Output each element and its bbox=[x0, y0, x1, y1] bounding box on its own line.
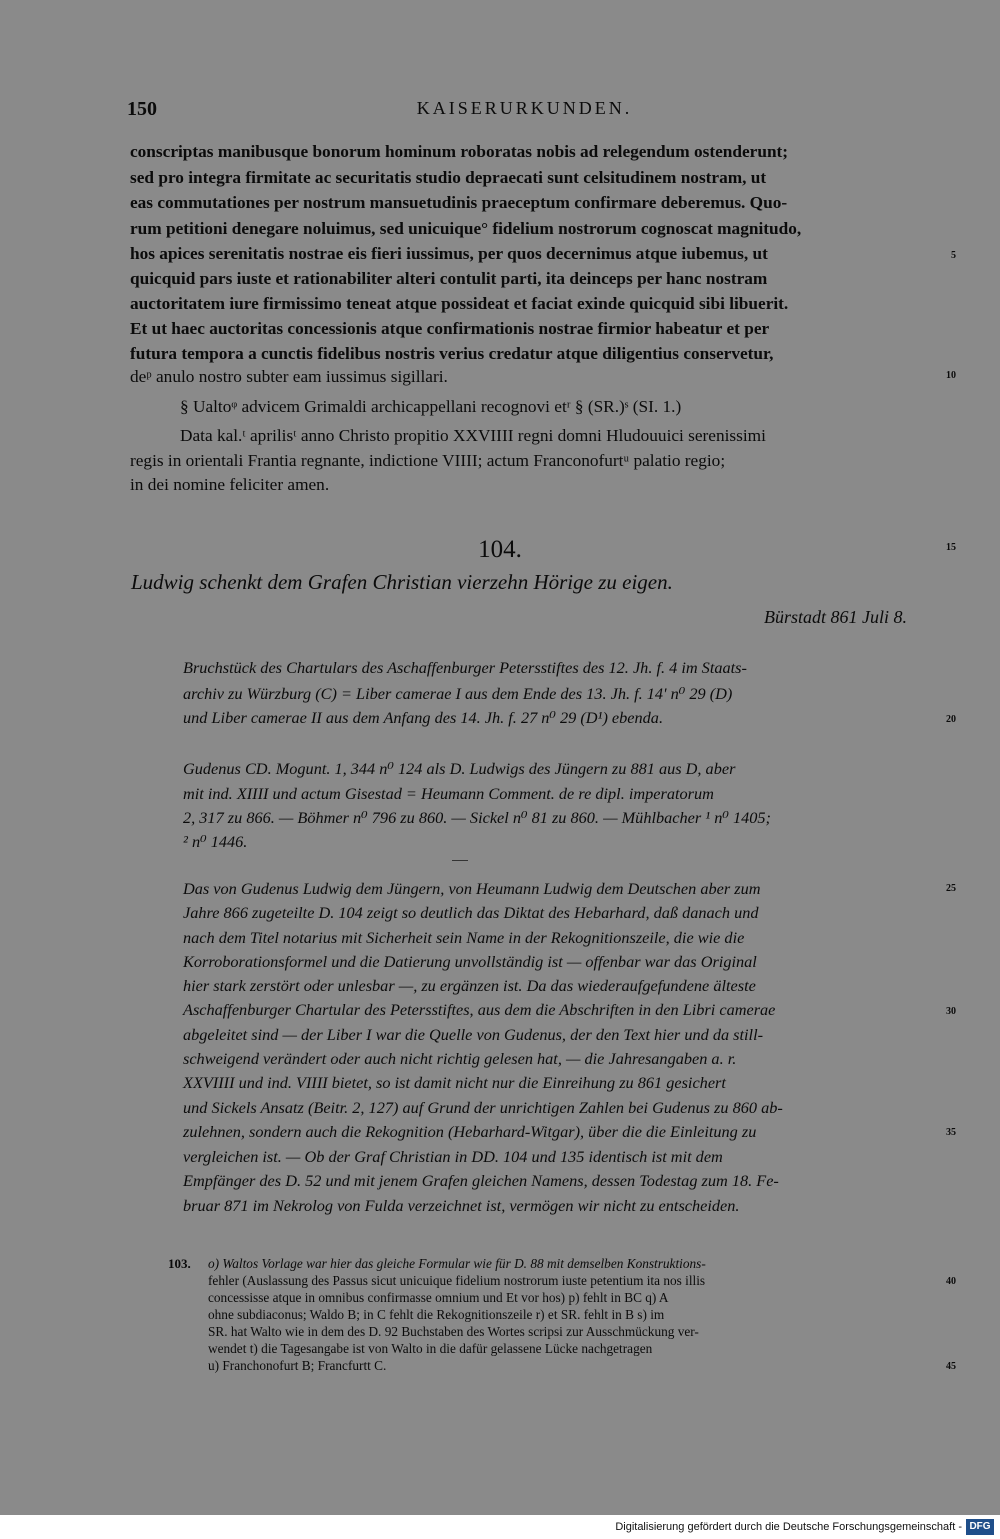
line-number: 15 bbox=[946, 542, 956, 553]
page-number: 150 bbox=[127, 98, 157, 120]
text-line: conscriptas manibusque bonorum hominum roboratas nobis ad relegendum ostenderunt; bbox=[130, 142, 789, 161]
commentary-line: Das von Gudenus Ludwig dem Jüngern, von Heumann Ludwig dem Deutschen aber zum bbox=[183, 879, 761, 898]
text-line: Et ut haec auctoritas concessionis atque confirmationis nostrae firmior habeatur et per bbox=[130, 319, 770, 338]
document-number: 104. bbox=[478, 536, 522, 563]
footnote-line: concessisse atque in omnibus confirmasse omnium und Et vor hos) p) fehlt in BC q) A bbox=[208, 1290, 669, 1305]
funding-note: Digitalisierung gefördert durch die Deutsche Forschungsgemeinschaft - bbox=[615, 1521, 962, 1533]
commentary-line: Empfänger des D. 52 und mit jenem Grafen gleichen Namens, dessen Todestag zum 18. Fe- bbox=[183, 1171, 779, 1190]
literature-line: mit ind. XIIII und actum Gisestad = Heumann Comment. de re dipl. imperatorum bbox=[183, 784, 714, 803]
text-line: deᵖ anulo nostro subter eam iussimus sigillari. bbox=[130, 367, 448, 386]
dating-line: in dei nomine feliciter amen. bbox=[130, 475, 330, 494]
literature-line: 2, 317 zu 866. — Böhmer n⁰ 796 zu 860. — Sickel n⁰ 81 zu 860. — Mühlbacher ¹ n⁰ 1405; bbox=[183, 808, 771, 827]
separator-mark bbox=[452, 860, 468, 861]
footnote-line: SR. hat Walto wie in dem des D. 92 Buchstaben des Wortes scripsi zur Ausschmückung ver- bbox=[208, 1324, 699, 1339]
document-title: Ludwig schenkt dem Grafen Christian vierzehn Hörige zu eigen. bbox=[131, 570, 673, 594]
footnote-line: ohne subdiaconus; Waldo B; in C fehlt die Rekognitionszeile r) et SR. fehlt in B s) im bbox=[208, 1307, 665, 1322]
dating-line: Data kal.ᵗ aprilisᵗ anno Christo propitio XXVIIII regni domni Hludouuici serenissimi bbox=[180, 426, 766, 445]
footnote-line: fehler (Auslassung des Passus sicut unicuique fidelium nostrorum iuste petentium ita nos illis bbox=[208, 1273, 706, 1288]
text-line: hos apices serenitatis nostrae eis fieri iussimus, per quos decernimus atque iubemus, ut bbox=[130, 244, 768, 263]
tradition-line: archiv zu Würzburg (C) = Liber camerae I aus dem Ende des 13. Jh. f. 14' n⁰ 29 (D) bbox=[183, 684, 733, 703]
line-number: 40 bbox=[946, 1276, 956, 1287]
dfg-logo: DFG bbox=[966, 1519, 994, 1535]
dating-line: regis in orientali Frantia regnante, indictione VIIII; actum Franconofurtᵘ palatio regio; bbox=[130, 451, 726, 470]
line-number: 10 bbox=[946, 370, 956, 381]
text-line: auctoritatem iure firmissimo teneat atque possideat et faciat exinde quicquid sibi libuerit. bbox=[130, 294, 789, 313]
commentary-line: hier stark zerstört oder unlesbar —, zu ergänzen ist. Da das wiederaufgefundene älteste bbox=[183, 976, 756, 995]
tradition-line: und Liber camerae II aus dem Anfang des 14. Jh. f. 27 n⁰ 29 (D¹) ebenda. bbox=[183, 708, 664, 727]
commentary-line: vergleichen ist. — Ob der Graf Christian in DD. 104 und 135 identisch ist mit dem bbox=[183, 1147, 723, 1166]
line-number: 30 bbox=[946, 1006, 956, 1017]
footnote-line: wendet t) die Tagesangabe ist von Walto in die dafür gelassene Lücke nachgetragen bbox=[208, 1341, 653, 1356]
text-line: sed pro integra firmitate ac securitatis studio depraecati sunt celsitudinem nostram, ut bbox=[130, 168, 767, 187]
commentary-line: XXVIIII und ind. VIIII bietet, so ist damit nicht nur die Einreihung zu 861 gesichert bbox=[183, 1073, 726, 1092]
footer-bar bbox=[0, 1515, 1000, 1539]
page-header bbox=[127, 98, 922, 126]
commentary-line: abgeleitet sind — der Liber I war die Quelle von Gudenus, der den Text hier und da still- bbox=[183, 1025, 764, 1044]
line-number: 25 bbox=[946, 883, 956, 894]
place-date: Bürstadt 861 Juli 8. bbox=[764, 607, 907, 627]
literature-line: Gudenus CD. Mogunt. 1, 344 n⁰ 124 als D. Ludwigs des Jüngern zu 881 aus D, aber bbox=[183, 759, 736, 778]
text-line: futura tempora a cunctis fidelibus nostris verius credatur atque diligentius conservetur, bbox=[130, 344, 774, 363]
text-line: quicquid pars iuste et rationabiliter alteri contulit parti, ita deinceps per hanc nostram bbox=[130, 269, 768, 288]
text-line: eas commutationes per nostrum mansuetudinis praeceptum confirmare deberemus. Quo- bbox=[130, 193, 788, 212]
footnote-line: o) Waltos Vorlage war hier das gleiche Formular wie für D. 88 mit demselben Konstruktions- bbox=[208, 1256, 706, 1271]
commentary-line: Korroborationsformel und die Datierung unvollständig ist — offenbar war das Original bbox=[183, 952, 757, 971]
running-title: KAISERURKUNDEN. bbox=[416, 98, 633, 118]
commentary-line: Jahre 866 zugeteilte D. 104 zeigt so deutlich das Diktat des Hebarhard, daß danach und bbox=[183, 903, 759, 922]
commentary-line: bruar 871 im Nekrolog von Fulda verzeichnet ist, vermögen wir nicht zu entscheiden. bbox=[183, 1196, 740, 1215]
commentary-line: nach dem Titel notarius mit Sicherheit sein Name in der Rekognitionszeile, die wie die bbox=[183, 928, 745, 947]
recognition-line: § Ualtoᵠ advicem Grimaldi archicappellani recognovi etʳ § (SR.)ˢ (SI. 1.) bbox=[180, 397, 682, 416]
text-line: rum petitioni denegare noluimus, sed unicuique° fidelium nostrorum cognoscat magnitudo, bbox=[130, 219, 802, 238]
line-number: 5 bbox=[951, 250, 956, 261]
footnote-label: 103. bbox=[168, 1256, 191, 1271]
commentary-line: und Sickels Ansatz (Beitr. 2, 127) auf Grund der unrichtigen Zahlen bei Gudenus zu 860 ab- bbox=[183, 1098, 783, 1117]
literature-line: ² n⁰ 1446. bbox=[183, 832, 248, 851]
line-number: 45 bbox=[946, 1361, 956, 1372]
line-number: 35 bbox=[946, 1127, 956, 1138]
commentary-line: zulehnen, sondern auch die Rekognition (Hebarhard-Witgar), über die die Einleitung zu bbox=[183, 1122, 757, 1141]
tradition-line: Bruchstück des Chartulars des Aschaffenburger Petersstiftes des 12. Jh. f. 4 im Staats- bbox=[183, 658, 747, 677]
line-number: 20 bbox=[946, 714, 956, 725]
footnote-line: u) Franchonofurt B; Francfurtt C. bbox=[208, 1358, 387, 1373]
commentary-line: Aschaffenburger Chartular des Petersstiftes, aus dem die Abschriften in den Libri camerae bbox=[183, 1000, 776, 1019]
commentary-line: schweigend verändert oder auch nicht richtig gelesen hat, — die Jahresangaben a. r. bbox=[183, 1049, 737, 1068]
